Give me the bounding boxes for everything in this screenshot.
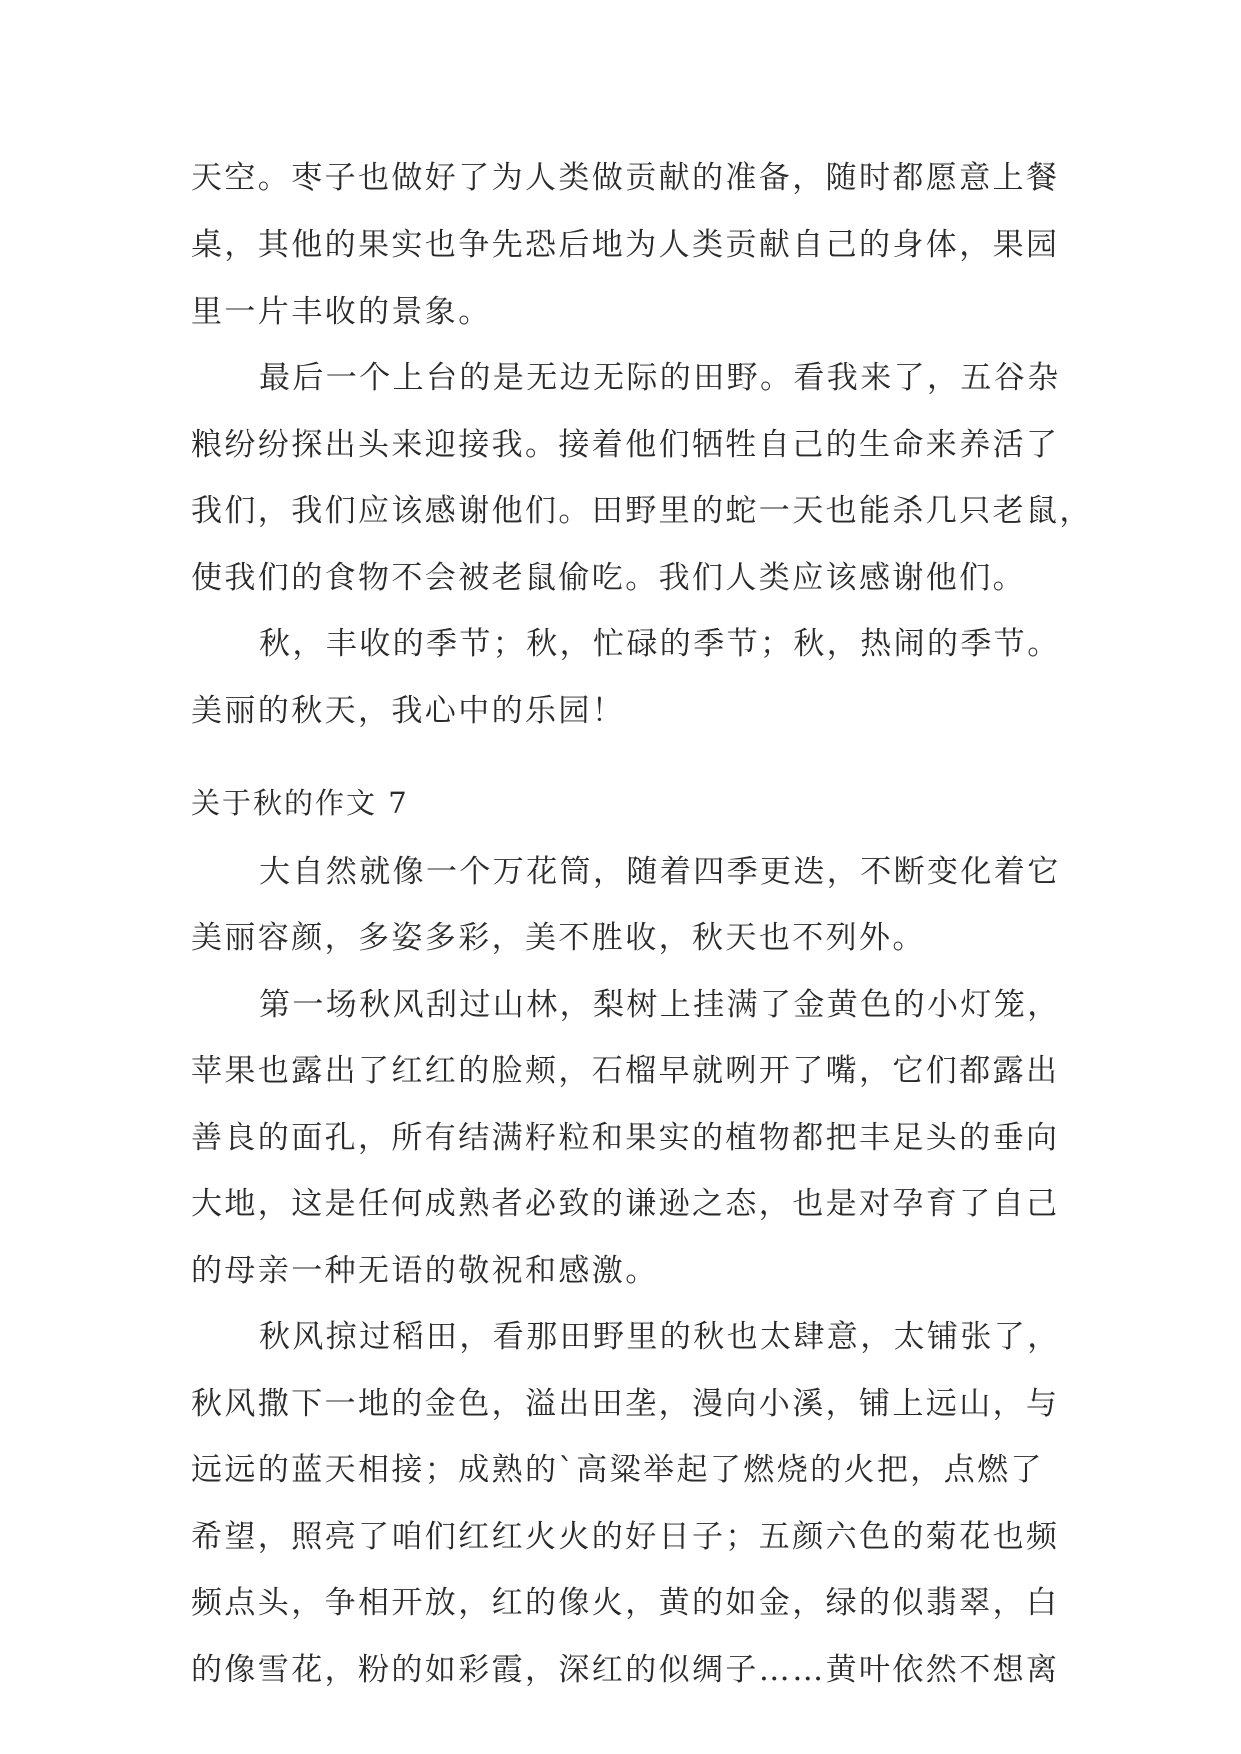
paragraph-start-line: 第一场秋风刮过山林，梨树上挂满了金黄色的小灯笼， — [259, 987, 1061, 1023]
paragraph-start-line: 大自然就像一个万花筒，随着四季更迭，不断变化着它 — [259, 854, 1061, 890]
text-line: 希望，照亮了咱们红红火火的好日子；五颜六色的菊花也频 — [191, 1519, 1060, 1555]
text-line: 天空。枣子也做好了为人类做贡献的准备，随时都愿意上餐 — [191, 160, 1060, 196]
text-line: 的像雪花，粉的如彩霞，深红的似绸子……黄叶依然不想离 — [191, 1652, 1060, 1688]
text-line: 苹果也露出了红红的脸颊，石榴早就咧开了嘴，它们都露出 — [191, 1053, 1060, 1089]
text-line: 里一片丰收的景象。 — [191, 294, 492, 330]
text-line: 我们，我们应该感谢他们。田野里的蛇一天也能杀几只老鼠， — [191, 493, 1093, 529]
text-line: 使我们的食物不会被老鼠偷吃。我们人类应该感谢他们。 — [191, 560, 1026, 596]
text-line: 的母亲一种无语的敬祝和感激。 — [191, 1253, 659, 1289]
paragraph-start-line: 秋风掠过稻田，看那田野里的秋也太肆意，太铺张了， — [259, 1319, 1061, 1355]
text-line: 秋风撒下一地的金色，溢出田垄，漫向小溪，铺上远山，与 — [191, 1386, 1060, 1422]
text-line: 桌，其他的果实也争先恐后地为人类贡献自己的身体，果园 — [191, 227, 1060, 263]
paragraph-start-line: 秋，丰收的季节；秋，忙碌的季节；秋，热闹的季节。 — [259, 626, 1061, 662]
text-line: 美丽容颜，多姿多彩，美不胜收，秋天也不列外。 — [191, 920, 926, 956]
paragraph-start-line: 最后一个上台的是无边无际的田野。看我来了，五谷杂 — [259, 360, 1061, 396]
text-line: 粮纷纷探出头来迎接我。接着他们牺牲自己的生命来养活了 — [191, 427, 1060, 463]
text-line: 美丽的秋天，我心中的乐园！ — [191, 693, 626, 729]
text-line: 远远的蓝天相接；成熟的`高粱举起了燃烧的火把，点燃了 — [191, 1452, 1044, 1488]
text-line: 频点头，争相开放，红的像火，黄的如金，绿的似翡翠，白 — [191, 1585, 1060, 1621]
text-line: 善良的面孔，所有结满籽粒和果实的植物都把丰足头的垂向 — [191, 1120, 1060, 1156]
section-heading: 关于秋的作文 7 — [191, 786, 409, 820]
text-line: 大地，这是任何成熟者必致的谦逊之态，也是对孕育了自己 — [191, 1186, 1060, 1222]
